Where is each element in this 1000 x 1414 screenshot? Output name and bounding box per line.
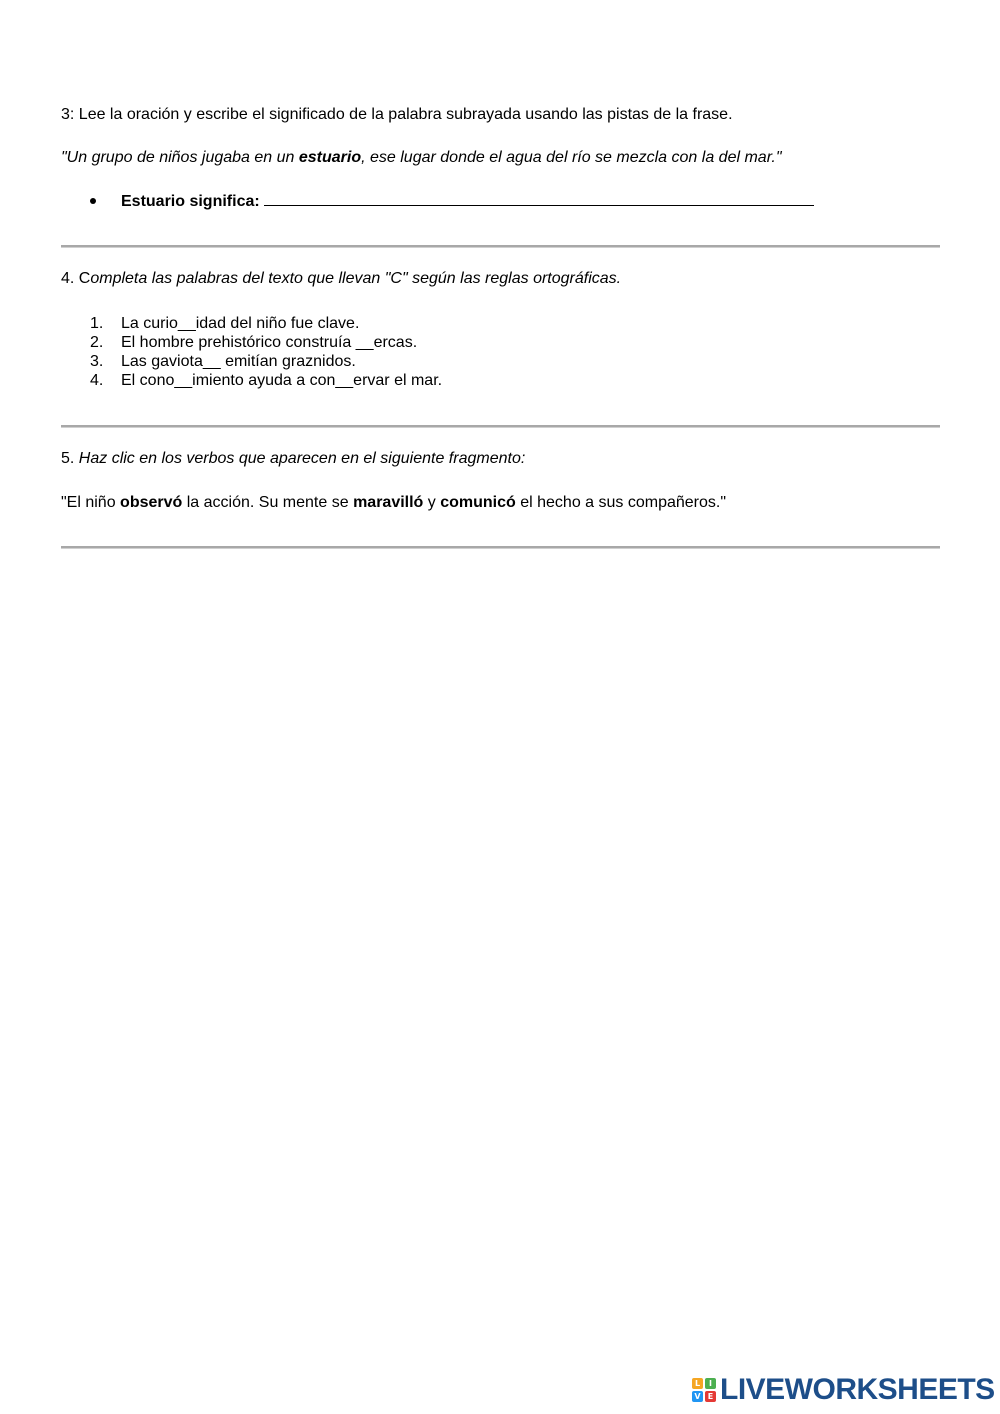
divider bbox=[61, 425, 940, 428]
q5-fragment-text: "El niño bbox=[61, 494, 121, 511]
q3-quote-bold-word: estuario bbox=[298, 149, 362, 166]
divider bbox=[61, 245, 940, 248]
q5-fragment-text: y bbox=[423, 494, 441, 511]
list-item-number: 3. bbox=[90, 353, 104, 370]
list-item-number: 2. bbox=[90, 334, 104, 351]
q3-answer-label: Estuario significa: bbox=[121, 193, 260, 210]
q5-prompt-number: 5. bbox=[61, 450, 79, 467]
q5-prompt bbox=[61, 449, 525, 469]
q3-answer-blank[interactable] bbox=[264, 192, 814, 206]
q3-quote bbox=[61, 148, 782, 168]
q3-quote-after: , ese lugar donde el agua del río se mezcla con la del mar." bbox=[361, 149, 782, 166]
q5-fragment-text: el hecho a sus compañeros." bbox=[515, 494, 727, 511]
q4-prompt-text: ompleta las palabras del texto que llevan "C" según las reglas ortográficas. bbox=[90, 270, 622, 287]
q5-fragment-text: la acción. Su mente se bbox=[182, 494, 354, 511]
list-item[interactable]: El cono__imiento ayuda a con__ervar el mar. bbox=[121, 372, 443, 389]
list-item-number: 1. bbox=[90, 315, 104, 332]
q3-quote-before: "Un grupo de niños jugaba en un bbox=[61, 149, 299, 166]
logo-letter: V bbox=[692, 1391, 703, 1402]
logo-letter: I bbox=[705, 1378, 716, 1389]
q3-answer-row bbox=[121, 192, 814, 212]
q4-prompt-number: 4. C bbox=[61, 270, 91, 287]
logo-letter: L bbox=[692, 1378, 703, 1389]
logo-letter: E bbox=[705, 1391, 716, 1402]
verb-word[interactable]: maravilló bbox=[353, 494, 424, 511]
list-item[interactable]: El hombre prehistórico construía __ercas. bbox=[121, 334, 418, 351]
q5-prompt-text: Haz clic en los verbos que aparecen en el siguiente fragmento: bbox=[78, 450, 526, 467]
logo-text: LIVEWORKSHEETS bbox=[720, 1373, 995, 1406]
q4-prompt bbox=[61, 269, 621, 289]
bullet-icon bbox=[90, 198, 96, 204]
list-item-number: 4. bbox=[90, 372, 104, 389]
liveworksheets-logo bbox=[692, 1373, 995, 1406]
list-item[interactable]: La curio__idad del niño fue clave. bbox=[121, 315, 360, 332]
q3-prompt: 3: Lee la oración y escribe el significado de la palabra subrayada usando las pistas de la frase. bbox=[61, 106, 733, 123]
verb-word[interactable]: comunicó bbox=[440, 494, 516, 511]
q5-fragment bbox=[61, 493, 726, 513]
verb-word[interactable]: observó bbox=[120, 494, 183, 511]
divider bbox=[61, 546, 940, 549]
list-item[interactable]: Las gaviota__ emitían graznidos. bbox=[121, 353, 356, 370]
logo-grid-icon bbox=[692, 1378, 716, 1402]
